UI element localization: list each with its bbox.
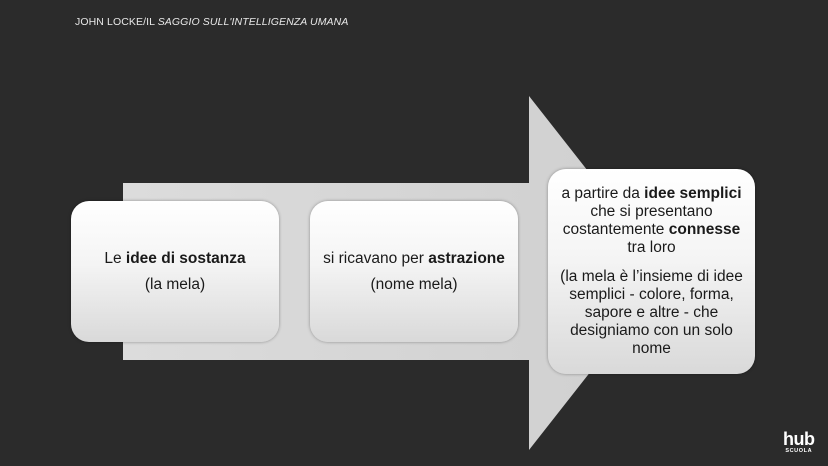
idee-semplici-box [548, 169, 755, 374]
logo-small-text: SCUOLA [785, 448, 813, 454]
box3-main-text: a partire da idee semplici che si presentano costantemente connesse tra loro [561, 185, 742, 256]
header-prefix: JOHN LOCKE/IL [75, 16, 158, 28]
header-title-italic: SAGGIO SULL'INTELLIGENZA UMANA [157, 16, 349, 28]
box2-main-text: si ricavano per astrazione [323, 249, 505, 267]
hub-scuola-logo [783, 430, 815, 455]
logo-main-text: hub [783, 429, 815, 449]
astrazione-box [310, 201, 518, 342]
box1-main-text: Le idee di sostanza [104, 249, 246, 267]
box3-sub-text: (la mela è l’insieme di idee semplici - colore, forma, sapore e altre - che designiamo con un solo nome [560, 268, 743, 357]
box1-sub-text: (la mela) [144, 275, 206, 293]
idee-di-sostanza-box [71, 201, 279, 342]
box2-sub-text: (nome mela) [370, 275, 458, 293]
